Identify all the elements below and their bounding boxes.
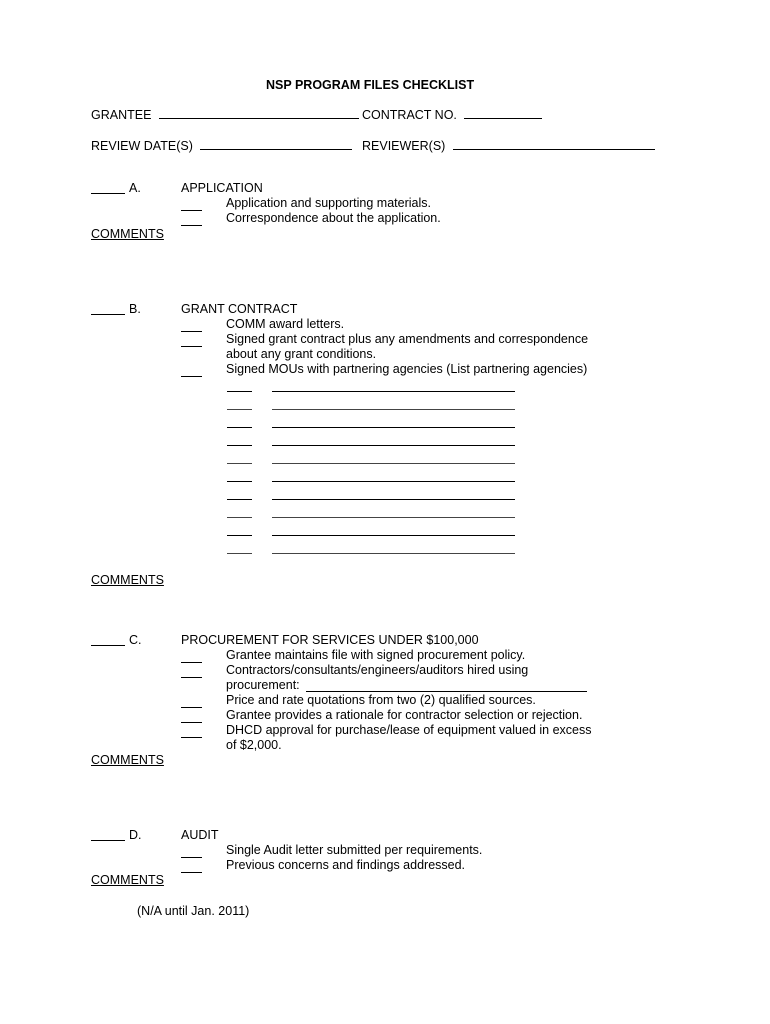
section-b-item-2: Signed grant contract plus any amendments and correspondence — [226, 332, 589, 346]
agency-row-1-blank[interactable] — [272, 391, 515, 392]
agency-row-8-blank[interactable] — [272, 517, 515, 518]
grantee-label: GRANTEE — [91, 108, 152, 122]
section-a-check-blank[interactable] — [91, 193, 125, 194]
section-a-letter: A. — [129, 181, 141, 195]
section-a-item-1: Application and supporting materials. — [226, 196, 431, 210]
section-c-item-2-checkbox[interactable] — [181, 677, 202, 678]
section-c-item-5: DHCD approval for purchase/lease of equipment valued in excess — [226, 723, 592, 737]
section-c-heading: PROCUREMENT FOR SERVICES UNDER $100,000 — [181, 633, 479, 647]
grantee-blank[interactable] — [159, 107, 359, 119]
agency-row-2-blank[interactable] — [272, 409, 515, 410]
section-d-item-2: Previous concerns and findings addressed. — [226, 858, 466, 872]
agency-row-7-blank[interactable] — [272, 499, 515, 500]
section-c-item-5-checkbox[interactable] — [181, 737, 202, 738]
section-b-check-blank[interactable] — [91, 314, 125, 315]
agency-row-8-check[interactable] — [227, 517, 252, 518]
section-b-item-1: COMM award letters. — [226, 317, 345, 331]
section-b-heading: GRANT CONTRACT — [181, 302, 298, 316]
section-d-item-2-checkbox[interactable] — [181, 872, 202, 873]
section-c-item-1: Grantee maintains file with signed procurement policy. — [226, 648, 526, 662]
review-date-field[interactable] — [91, 138, 352, 154]
section-c-item-5-cont: of $2,000. — [226, 738, 282, 752]
section-c-item-2: Contractors/consultants/engineers/auditors hired using — [226, 663, 529, 677]
agency-row-10-check[interactable] — [227, 553, 252, 554]
agency-row-4-check[interactable] — [227, 445, 252, 446]
reviewer-field[interactable] — [362, 138, 655, 154]
agency-row-5-blank[interactable] — [272, 463, 515, 464]
section-c-item-3: Price and rate quotations from two (2) qualified sources. — [226, 693, 536, 707]
section-c-letter: C. — [129, 633, 142, 647]
contract-no-label: CONTRACT NO. — [362, 108, 457, 122]
agency-row-5-check[interactable] — [227, 463, 252, 464]
section-c-item-4-checkbox[interactable] — [181, 722, 202, 723]
section-c-item-1-checkbox[interactable] — [181, 662, 202, 663]
agency-row-6-blank[interactable] — [272, 481, 515, 482]
agency-row-4-blank[interactable] — [272, 445, 515, 446]
procurement-blank[interactable] — [306, 691, 587, 692]
agency-row-10-blank[interactable] — [272, 553, 515, 554]
section-c-item-4: Grantee provides a rationale for contractor selection or rejection. — [226, 708, 583, 722]
section-a-item-2-checkbox[interactable] — [181, 225, 202, 226]
section-b-item-3-checkbox[interactable] — [181, 376, 202, 377]
agency-row-2-check[interactable] — [227, 409, 252, 410]
section-a-comments-label: COMMENTS — [91, 227, 164, 241]
section-d-check-blank[interactable] — [91, 840, 125, 841]
section-a-heading: APPLICATION — [181, 181, 263, 195]
section-d-item-1: Single Audit letter submitted per requirements. — [226, 843, 483, 857]
agency-row-1-check[interactable] — [227, 391, 252, 392]
section-c-check-blank[interactable] — [91, 645, 125, 646]
section-d-item-1-checkbox[interactable] — [181, 857, 202, 858]
section-a-item-2: Correspondence about the application. — [226, 211, 441, 225]
section-b-letter: B. — [129, 302, 141, 316]
agency-row-9-check[interactable] — [227, 535, 252, 536]
section-d-letter: D. — [129, 828, 142, 842]
page-title: NSP PROGRAM FILES CHECKLIST — [266, 78, 475, 92]
section-d-note: (N/A until Jan. 2011) — [137, 904, 250, 918]
section-c-comments-label: COMMENTS — [91, 753, 164, 767]
reviewer-label: REVIEWER(S) — [362, 139, 446, 153]
agency-row-6-check[interactable] — [227, 481, 252, 482]
section-d-heading: AUDIT — [181, 828, 219, 842]
contract-no-field[interactable] — [362, 107, 542, 123]
review-date-blank[interactable] — [200, 138, 352, 150]
review-date-label: REVIEW DATE(S) — [91, 139, 193, 153]
section-a-item-1-checkbox[interactable] — [181, 210, 202, 211]
agency-row-7-check[interactable] — [227, 499, 252, 500]
section-c-item-3-checkbox[interactable] — [181, 707, 202, 708]
section-b-item-2-checkbox[interactable] — [181, 346, 202, 347]
section-c-item-2-cont: procurement: — [226, 678, 300, 692]
agency-row-9-blank[interactable] — [272, 535, 515, 536]
reviewer-blank[interactable] — [453, 138, 655, 150]
section-b-item-2-cont: about any grant conditions. — [226, 347, 377, 361]
section-b-item-3: Signed MOUs with partnering agencies (List partnering agencies) — [226, 362, 588, 376]
section-d-comments-label: COMMENTS — [91, 873, 164, 887]
section-b-comments-label: COMMENTS — [91, 573, 164, 587]
agency-row-3-check[interactable] — [227, 427, 252, 428]
grantee-field[interactable] — [91, 107, 359, 123]
contract-no-blank[interactable] — [464, 107, 542, 119]
agency-row-3-blank[interactable] — [272, 427, 515, 428]
section-b-item-1-checkbox[interactable] — [181, 331, 202, 332]
